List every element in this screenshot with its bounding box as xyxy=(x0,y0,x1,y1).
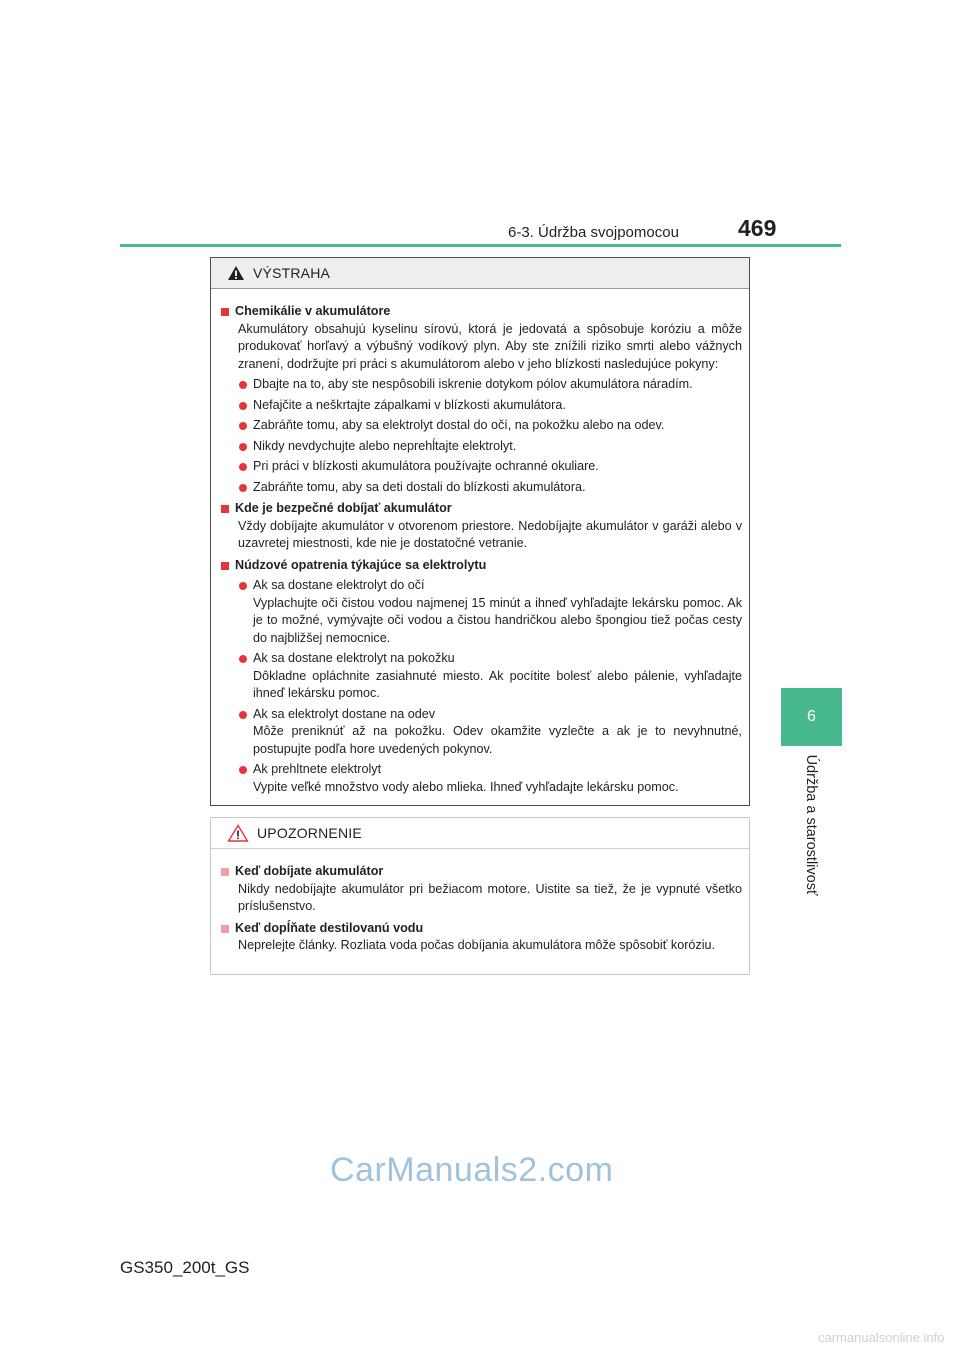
section-text: Vždy dobíjajte akumulátor v otvorenom priestore. Nedobíjajte akumulátor v garáži alebo v uzavretej miestnosti, kde nie je dostatočné vetranie. xyxy=(238,518,742,550)
model-code: GS350_200t_GS xyxy=(120,1258,250,1277)
notice-heading: UPOZORNENIE xyxy=(257,825,362,841)
section-text: Neprelejte články. Rozliata voda počas dobíjania akumulátora môže spôsobiť koróziu. xyxy=(238,938,716,952)
circle-bullet-icon xyxy=(239,711,247,719)
list-item: Zabráňte tomu, aby sa deti dostali do blízkosti akumulátora. xyxy=(239,479,742,497)
section-heading: Keď dopĺňate destilovanú vodu xyxy=(219,920,742,938)
list-item: Dbajte na to, aby ste nespôsobili iskrenie dotykom pólov akumulátora náradím. xyxy=(239,376,742,394)
circle-bullet-icon xyxy=(239,463,247,471)
square-bullet-icon xyxy=(221,505,229,513)
list-item: Ak sa elektrolyt dostane na odev Môže preniknúť až na pokožku. Odev okamžite vyzlečte a ak je to nevyhnutné, postupujte podľa hore uvedených pokynov. xyxy=(239,706,742,759)
section-heading: Núdzové opatrenia týkajúce sa elektrolytu xyxy=(219,557,742,575)
section-heading: Kde je bezpečné dobíjať akumulátor xyxy=(219,500,742,518)
warning-triangle-icon xyxy=(227,265,245,281)
warning-box xyxy=(210,257,750,806)
chapter-number: 6 xyxy=(807,708,816,725)
list-item: Pri práci v blízkosti akumulátora používajte ochranné okuliare. xyxy=(239,458,742,476)
circle-bullet-icon xyxy=(239,655,247,663)
square-bullet-icon xyxy=(221,925,229,933)
circle-bullet-icon xyxy=(239,484,247,492)
warning-header xyxy=(211,258,749,289)
circle-bullet-icon xyxy=(239,582,247,590)
list-item: Zabráňte tomu, aby sa elektrolyt dostal do očí, na pokožku alebo na odev. xyxy=(239,417,742,435)
warning-body xyxy=(211,289,749,796)
watermark-text: CarManuals2.com xyxy=(330,1151,614,1189)
circle-bullet-icon xyxy=(239,443,247,451)
list-item: Ak sa dostane elektrolyt na pokožku Dôkladne opláchnite zasiahnuté miesto. Ak pocítite bolesť alebo pálenie, vyhľadajte ihneď lekársku pomoc. xyxy=(239,650,742,703)
section-text: Akumulátory obsahujú kyselinu sírovú, ktorá je jedovatá a spôsobuje koróziu a môže produkovať horľavý a výbušný vodíkový plyn. Aby ste znížili riziko smrti alebo vážnych zranení, dodržujte pri práci s akumulátorom alebo v jeho blízkosti nasledujúce pokyny: xyxy=(238,321,742,371)
list-item: Ak prehltnete elektrolyt Vypite veľké množstvo vody alebo mlieka. Ihneď vyhľadajte lekársku pomoc. xyxy=(239,761,742,796)
notice-box xyxy=(210,817,750,975)
page-number: 469 xyxy=(738,215,777,241)
section-heading: Keď dobíjate akumulátor xyxy=(219,863,742,881)
section-text: Nikdy nedobíjajte akumulátor pri bežiacom motore. Uistite sa tiež, že je vypnuté všetko príslušenstvo. xyxy=(238,881,742,913)
header-rule xyxy=(120,244,841,247)
circle-bullet-icon xyxy=(239,402,247,410)
page-header xyxy=(0,0,960,250)
section-heading: Chemikálie v akumulátore xyxy=(219,303,742,321)
list-item: Nikdy nevdychujte alebo neprehĺtajte elektrolyt. xyxy=(239,438,742,456)
notice-body xyxy=(211,849,749,955)
square-bullet-icon xyxy=(221,868,229,876)
list-item: Ak sa dostane elektrolyt do očí Vyplachujte oči čistou vodou najmenej 15 minút a ihneď vyhľadajte lekársku pomoc. Ak je to možné, vymývajte oči vodou a čistou handričkou alebo špongiou tiež počas cesty do najbližšej nemocnice. xyxy=(239,577,742,647)
warning-heading: VÝSTRAHA xyxy=(253,265,331,281)
chapter-tab xyxy=(781,688,842,746)
square-bullet-icon xyxy=(221,308,229,316)
circle-bullet-icon xyxy=(239,422,247,430)
site-watermark: carmanualsonline.info xyxy=(818,1330,945,1345)
section-title: 6-3. Údržba svojpomocou xyxy=(508,224,679,241)
square-bullet-icon xyxy=(221,562,229,570)
circle-bullet-icon xyxy=(239,381,247,389)
chapter-side-label xyxy=(784,755,838,895)
circle-bullet-icon xyxy=(239,766,247,774)
list-item: Nefajčite a neškrtajte zápalkami v blízkosti akumulátora. xyxy=(239,397,742,415)
caution-triangle-icon xyxy=(227,824,249,842)
chapter-title: Údržba a starostlivosť xyxy=(803,754,819,896)
notice-header xyxy=(211,818,749,849)
